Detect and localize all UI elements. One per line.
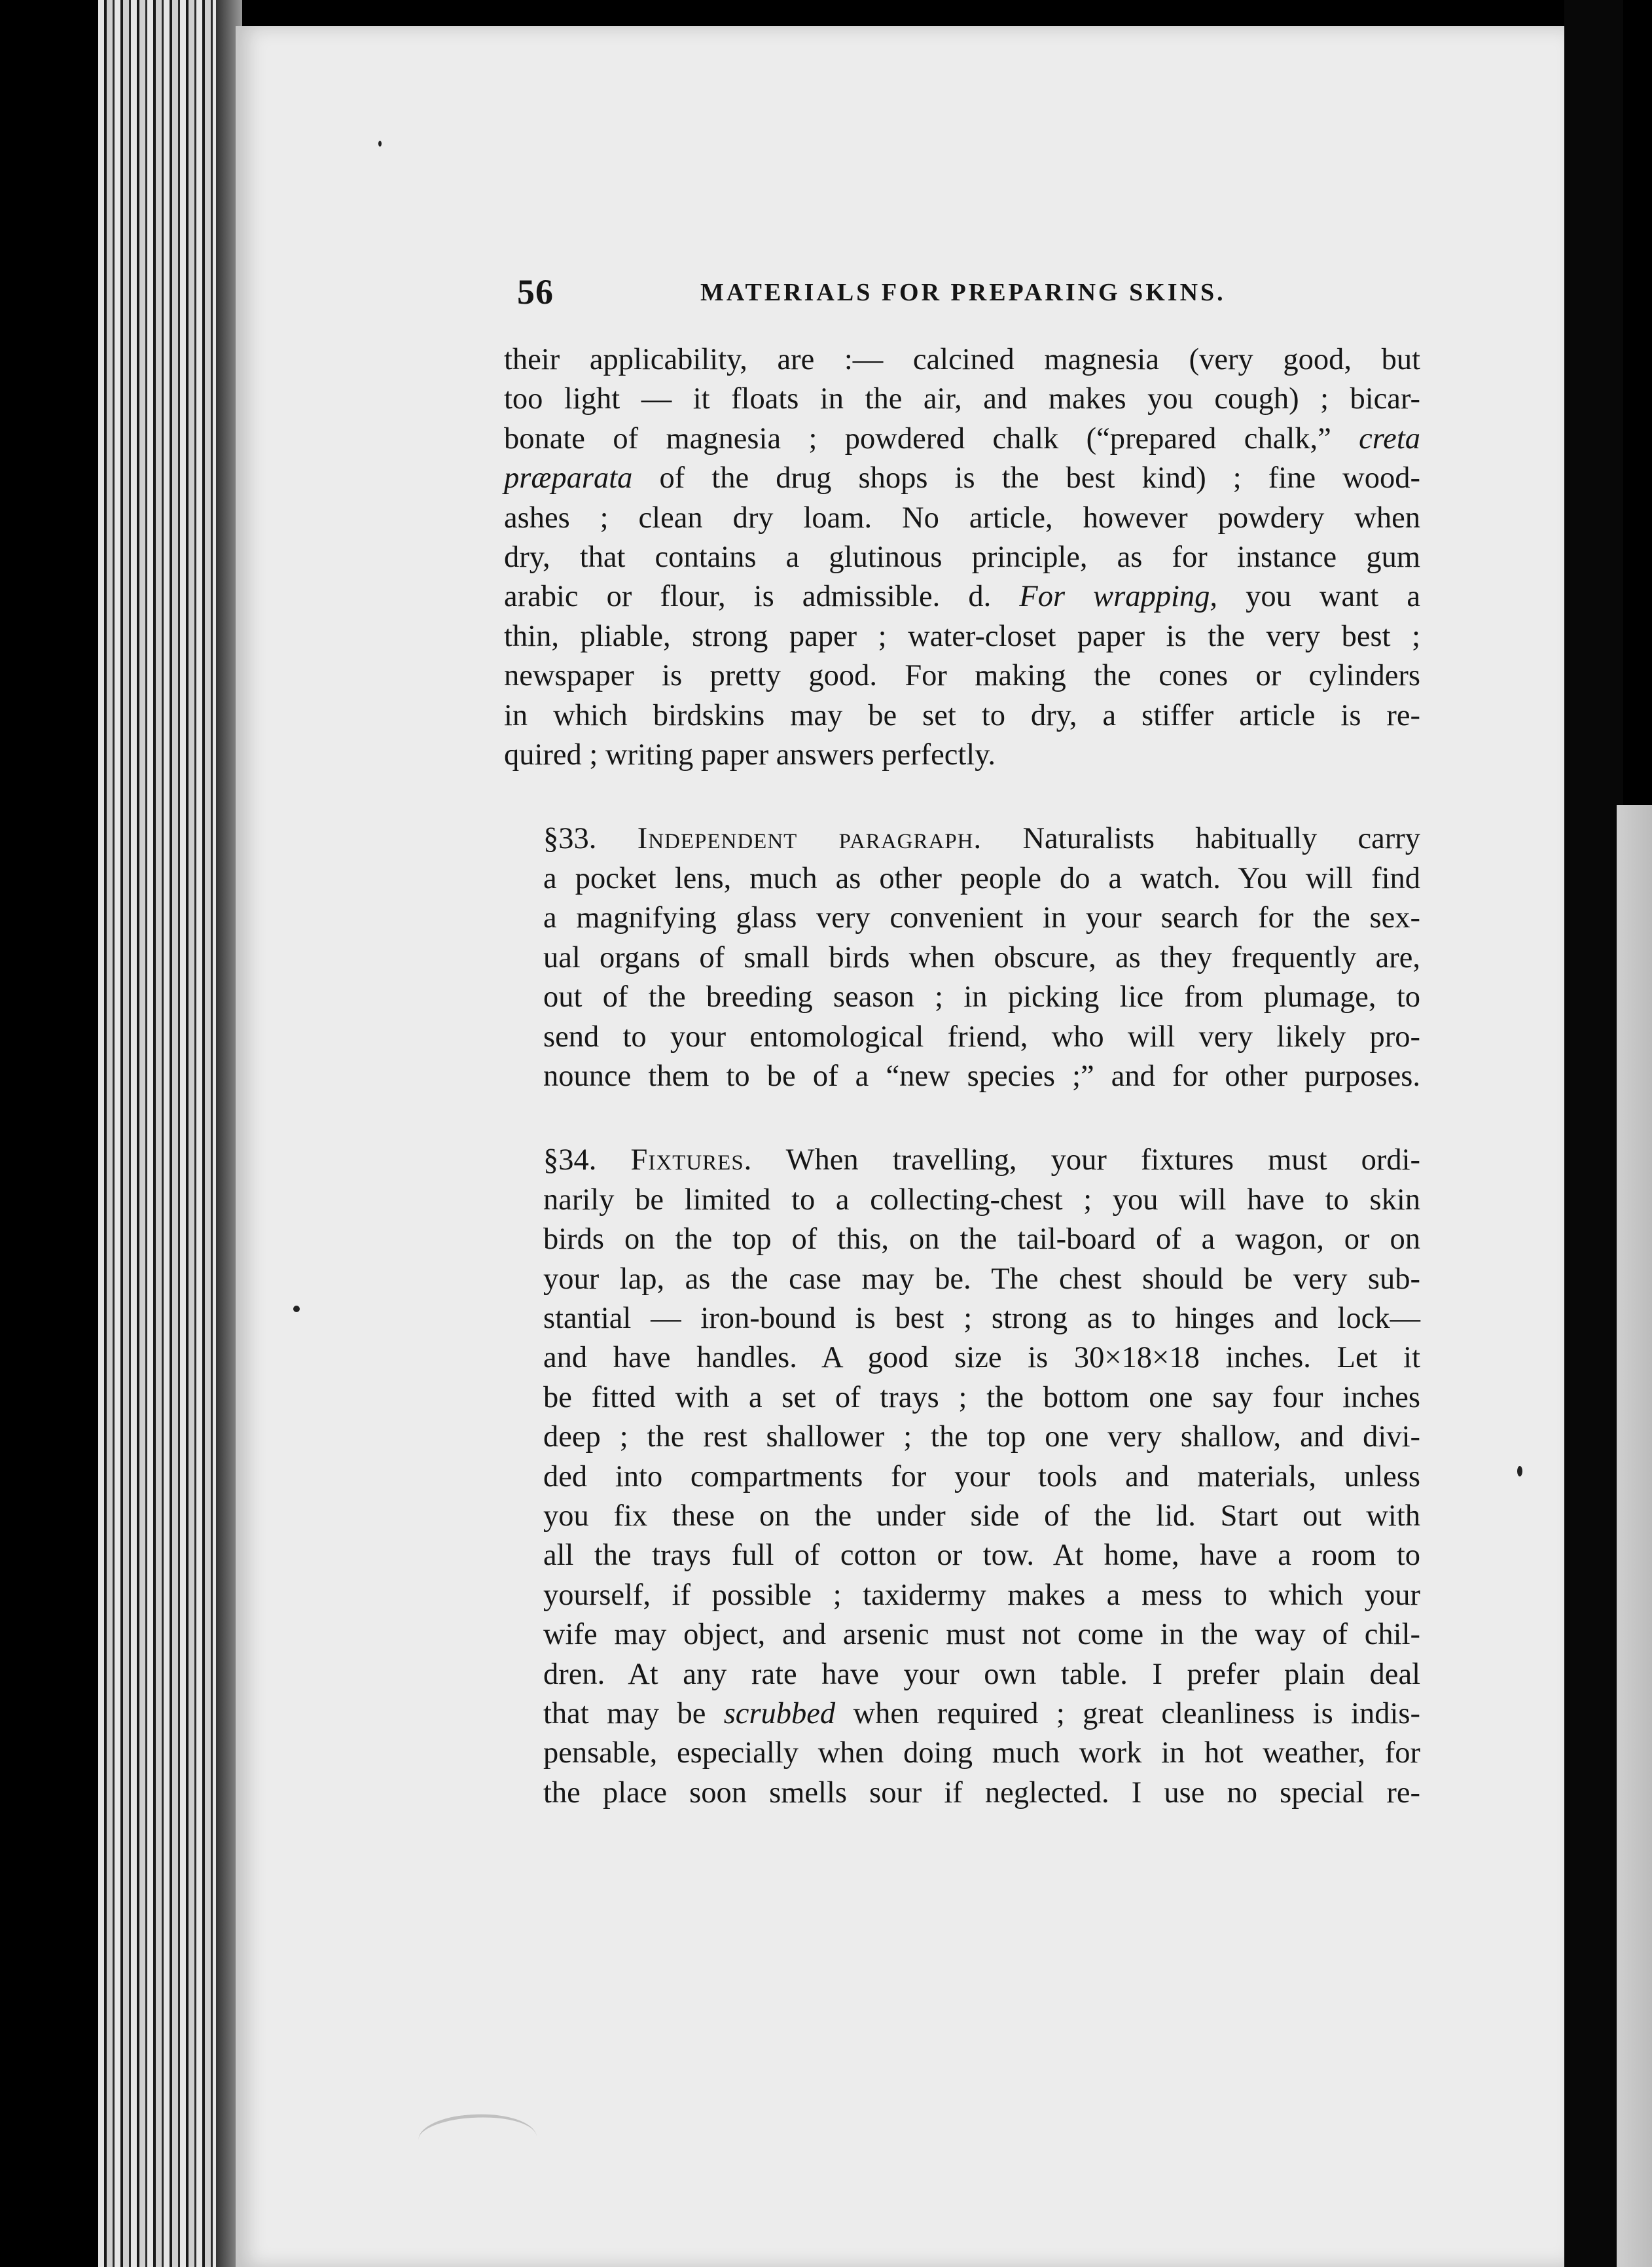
text-line: all the trays full of cotton or tow. At home, have a room to — [543, 1539, 1420, 1573]
next-page-sliver — [1617, 805, 1652, 2267]
running-head-title: MATERIALS FOR PREPARING SKINS. — [700, 279, 1226, 306]
text-line: arabic or flour, is admissible. d. For wrapping, you want a — [504, 580, 1421, 614]
text-line: wife may object, and arsenic must not come in the way of chil- — [543, 1618, 1420, 1652]
text-line: præparata of the drug shops is the best kind) ; fine wood- — [504, 461, 1420, 495]
ink-speck — [378, 141, 382, 147]
text-run: When travelling, your fixtures must ordi- — [785, 1143, 1421, 1177]
italic-term: scrubbed — [723, 1697, 836, 1730]
paragraph-34 — [504, 1141, 1420, 1813]
text-line: your lap, as the case may be. The chest should be very sub- — [543, 1262, 1420, 1296]
text-line: dry, that contains a glutinous principle, as for instance gum — [504, 541, 1420, 575]
text-line: pensable, especially when doing much work in hot weather, for — [543, 1736, 1420, 1770]
text-line: too light — it floats in the air, and makes you cough) ; bicar- — [504, 382, 1420, 416]
text-line: out of the breeding season ; in picking lice from plumage, to — [543, 980, 1420, 1014]
ink-speck — [293, 1306, 300, 1312]
running-head — [517, 272, 1479, 324]
text-line: newspaper is pretty good. For making the cones or cylinders — [504, 659, 1420, 693]
text-line: be fitted with a set of trays ; the bottom one say four inches — [543, 1380, 1420, 1414]
section-number: §34. — [543, 1143, 597, 1177]
text-line: their applicability, are :— calcined magnesia (very good, but — [504, 343, 1420, 376]
text-line: nounce them to be of a “new species ;” and for other purposes. — [543, 1059, 1420, 1093]
text-line: narily be limited to a collecting-chest ; you will have to skin — [543, 1183, 1420, 1217]
text-line: birds on the top of this, on the tail-board of a wagon, or on — [543, 1223, 1420, 1257]
text-line: in which birdskins may be set to dry, a stiffer article is re- — [504, 698, 1420, 732]
italic-term: præparata — [504, 461, 633, 495]
paragraph-33 — [504, 819, 1420, 1096]
scan-border-right — [1564, 0, 1623, 2267]
paragraph-continuation — [504, 340, 1420, 775]
text-line: ual organs of small birds when obscure, as they frequently are, — [543, 940, 1420, 974]
text-line: that may be scrubbed when required ; great cleanliness is indis- — [543, 1697, 1420, 1730]
book-page-edges — [98, 0, 236, 2267]
text-line: thin, pliable, strong paper ; water-closet paper is the very best ; — [504, 619, 1420, 653]
body-text — [504, 340, 1420, 1813]
ink-speck — [1517, 1466, 1522, 1476]
text-line: send to your entomological friend, who will very likely pro- — [543, 1020, 1420, 1054]
section-number: §33. — [543, 822, 597, 856]
italic-term: For wrapping, — [1019, 580, 1218, 614]
text-line: bonate of magnesia ; powdered chalk (“prepared chalk,” creta — [504, 421, 1420, 455]
text-line: and have handles. A good size is 30×18×18 inches. Let it — [543, 1341, 1420, 1375]
text-line: stantial — iron-bound is best ; strong as to hinges and lock— — [543, 1301, 1420, 1335]
text-line: dren. At any rate have your own table. I prefer plain deal — [543, 1657, 1420, 1691]
text-line: deep ; the rest shallower ; the top one very shallow, and divi- — [543, 1420, 1420, 1454]
text-run: Naturalists habitually carry — [1022, 822, 1421, 856]
text-line — [504, 1141, 1420, 1180]
text-line: ashes ; clean dry loam. No article, however powdery when — [504, 501, 1420, 535]
text-line: you fix these on the under side of the lid. Start out with — [543, 1499, 1420, 1533]
section-heading: Fixtures. — [630, 1143, 753, 1177]
text-line: yourself, if possible ; taxidermy makes a mess to which your — [543, 1578, 1420, 1612]
text-line: a magnifying glass very convenient in your search for the sex- — [543, 901, 1420, 935]
page-number: 56 — [517, 272, 554, 312]
text-line — [504, 819, 1420, 859]
text-line-last: quired ; writing paper answers perfectly. — [504, 738, 996, 772]
italic-term: creta — [1359, 421, 1420, 455]
text-line: the place soon smells sour if neglected. I use no special re- — [543, 1776, 1420, 1810]
text-line: ded into compartments for your tools and materials, unless — [543, 1459, 1420, 1493]
section-heading: Independent paragraph. — [637, 822, 982, 856]
text-line: a pocket lens, much as other people do a watch. You will find — [543, 861, 1420, 895]
